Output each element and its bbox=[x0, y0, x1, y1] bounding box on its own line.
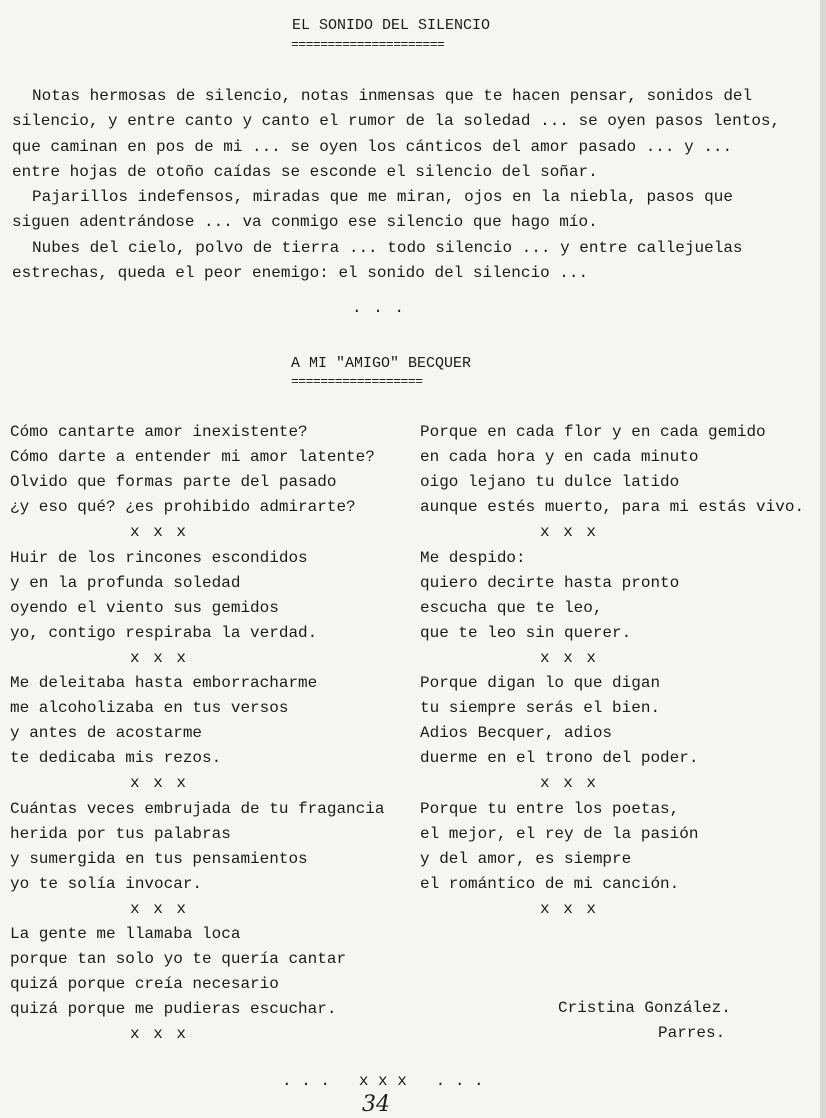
left-stanza-5-separator: x x x bbox=[130, 1025, 189, 1044]
left-stanza-5-line-1: La gente me llamaba loca bbox=[10, 925, 241, 943]
poem-left-column bbox=[10, 422, 410, 1042]
left-stanza-4-line-1: Cuántas veces embrujada de tu fragancia bbox=[10, 799, 385, 818]
right-stanza-2-line-4: que te leo sin querer. bbox=[420, 623, 632, 642]
right-stanza-1-line-4: aunque estés muerto, para mi estás vivo. bbox=[420, 498, 805, 517]
footer-ornament: . . . x x x . . . bbox=[282, 1072, 484, 1090]
left-stanza-1-line-4: ¿y eso qué? ¿es prohibido admirarte? bbox=[10, 498, 356, 517]
left-stanza-1-separator: x x x bbox=[130, 523, 189, 542]
right-stanza-3-line-2: tu siempre serás el bien. bbox=[420, 699, 661, 718]
left-stanza-2-line-2: y en la profunda soledad bbox=[10, 573, 241, 592]
right-stanza-4-line-3: y del amor, es siempre bbox=[420, 849, 632, 868]
left-stanza-2-line-3: oyendo el viento sus gemidos bbox=[10, 598, 279, 617]
right-stanza-1-line-3: oigo lejano tu dulce latido bbox=[420, 473, 680, 492]
left-stanza-3-separator: x x x bbox=[130, 774, 189, 793]
section1-paragraph-2: Pajarillos indefensos, miradas que me miran, ojos en la niebla, pasos que siguen adentrándose ... va conmigo ese silencio que hago mío. bbox=[12, 188, 733, 232]
right-stanza-4-line-1: Porque tu entre los poetas, bbox=[420, 799, 680, 818]
right-stanza-2-separator: x x x bbox=[540, 648, 599, 667]
left-stanza-1-line-3: Olvido que formas parte del pasado bbox=[10, 473, 337, 492]
right-stanza-3-line-3: Adios Becquer, adios bbox=[420, 724, 613, 743]
poem-right-column bbox=[420, 422, 820, 922]
left-stanza-4-line-4: yo te solía invocar. bbox=[10, 874, 203, 893]
right-stanza-1-separator: x x x bbox=[540, 523, 599, 542]
author-name: Cristina González. bbox=[558, 999, 731, 1017]
left-stanza-2-separator: x x x bbox=[130, 648, 189, 667]
section1-title-underline: ===================== bbox=[291, 37, 445, 52]
page-edge-shadow bbox=[820, 0, 826, 1118]
page-number: 34 bbox=[362, 1092, 390, 1117]
right-stanza-4-line-2: el mejor, el rey de la pasión bbox=[420, 824, 699, 843]
section1-paragraph-3: Nubes del cielo, polvo de tierra ... todo silencio ... y entre callejuelas estrechas, queda el peor enemigo: el sonido del silencio ... bbox=[12, 239, 743, 283]
right-stanza-1-line-1: Porque en cada flor y en cada gemido bbox=[420, 423, 766, 441]
left-stanza-4-line-3: y sumergida en tus pensamientos bbox=[10, 849, 308, 868]
left-stanza-1-line-2: Cómo darte a entender mi amor latente? bbox=[10, 448, 375, 467]
left-stanza-3-line-3: y antes de acostarme bbox=[10, 724, 203, 743]
left-stanza-2-line-1: Huir de los rincones escondidos bbox=[10, 548, 308, 567]
section1-title: EL SONIDO DEL SILENCIO bbox=[292, 17, 491, 34]
left-stanza-5-line-2: porque tan solo yo te quería cantar bbox=[10, 950, 347, 969]
left-stanza-3-line-1: Me deleitaba hasta emborracharme bbox=[10, 674, 318, 692]
right-stanza-4-line-4: el romántico de mi canción. bbox=[420, 874, 680, 893]
left-stanza-4-separator: x x x bbox=[130, 899, 189, 918]
section2-title-underline: ================== bbox=[291, 374, 423, 389]
right-stanza-2-line-3: escucha que te leo, bbox=[420, 598, 603, 617]
right-stanza-3-line-4: duerme en el trono del poder. bbox=[420, 749, 699, 768]
right-stanza-1-line-2: en cada hora y en cada minuto bbox=[420, 448, 699, 467]
right-stanza-4-separator: x x x bbox=[540, 899, 599, 918]
right-stanza-2-line-1: Me despido: bbox=[420, 548, 526, 567]
author-place: Parres. bbox=[658, 1024, 726, 1042]
left-stanza-5-line-3: quizá porque creía necesario bbox=[10, 975, 279, 994]
left-stanza-4-line-2: herida por tus palabras bbox=[10, 824, 231, 843]
right-stanza-3-separator: x x x bbox=[540, 774, 599, 793]
section2-title: A MI "AMIGO" BECQUER bbox=[291, 355, 472, 372]
right-stanza-3-line-1: Porque digan lo que digan bbox=[420, 674, 661, 692]
section-divider: . . . bbox=[352, 299, 406, 317]
left-stanza-1-line-1: Cómo cantarte amor inexistente? bbox=[10, 423, 308, 441]
right-stanza-2-line-2: quiero decirte hasta pronto bbox=[420, 573, 680, 592]
left-stanza-3-line-2: me alcoholizaba en tus versos bbox=[10, 699, 289, 718]
section1-paragraph-1: Notas hermosas de silencio, notas inmensas que te hacen pensar, sonidos del silencio, y entre canto y canto el rumor de la soledad ... se oyen pasos lentos, que caminan en pos de mi ... se oyen los cánticos del amor pasado ... y ... entre hojas de otoño caídas se esconde el silencio del soñar. bbox=[12, 87, 781, 181]
left-stanza-2-line-4: yo, contigo respiraba la verdad. bbox=[10, 623, 318, 642]
left-stanza-5-line-4: quizá porque me pudieras escuchar. bbox=[10, 1000, 337, 1019]
left-stanza-3-line-4: te dedicaba mis rezos. bbox=[10, 749, 222, 768]
